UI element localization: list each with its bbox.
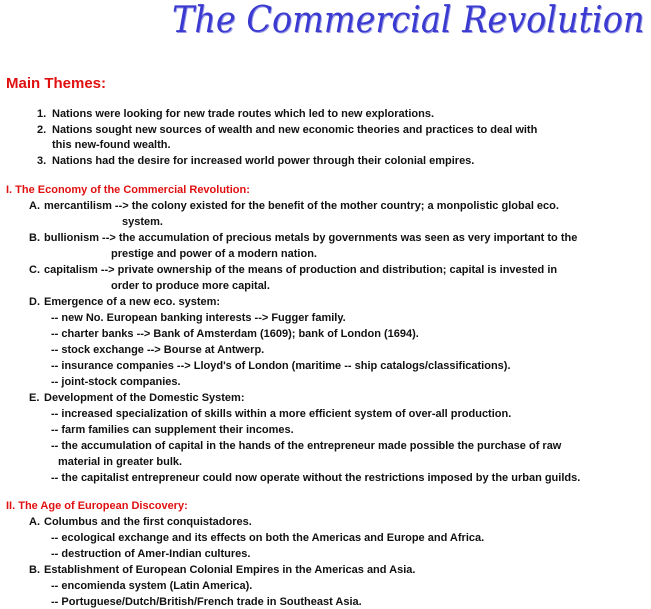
- theme-number: 3.: [37, 155, 47, 167]
- theme-text: Nations sought new sources of wealth and new economic theories and practices to deal with: [52, 124, 538, 136]
- item-letter: B.: [29, 564, 40, 576]
- section-heading: II. The Age of European Discovery:: [6, 500, 188, 512]
- item-text: capitalism --> private ownership of the means of production and distribution; capital is invested in: [44, 264, 558, 276]
- item-text: order to produce more capital.: [111, 280, 270, 292]
- section-heading: I. The Economy of the Commercial Revolution:: [6, 184, 250, 196]
- sub-item: -- ecological exchange and its effects on both the Americas and Europe and Africa.: [51, 532, 485, 544]
- sub-item: -- the accumulation of capital in the hands of the entrepreneur made possible the purchase of raw: [51, 440, 562, 452]
- item-letter: C.: [29, 264, 40, 276]
- sub-item: -- Portuguese/Dutch/British/French trade in Southeast Asia.: [51, 596, 362, 608]
- item-letter: D.: [29, 296, 40, 308]
- sub-item: -- encomienda system (Latin America).: [51, 580, 253, 592]
- item-text: Development of the Domestic System:: [44, 392, 245, 404]
- item-text: prestige and power of a modern nation.: [111, 248, 317, 260]
- theme-number: 2.: [37, 124, 47, 136]
- theme-text: Nations were looking for new trade routes which led to new explorations.: [52, 108, 435, 120]
- item-letter: E.: [29, 392, 40, 404]
- item-text: bullionism --> the accumulation of precious metals by governments was seen as very important to the: [44, 232, 578, 244]
- item-text: system.: [122, 216, 163, 228]
- sub-item: material in greater bulk.: [58, 456, 183, 468]
- sub-item: -- farm families can supplement their incomes.: [51, 424, 294, 436]
- item-text: Emergence of a new eco. system:: [44, 296, 221, 308]
- item-text: Columbus and the first conquistadores.: [44, 516, 252, 528]
- item-letter: A.: [29, 516, 40, 528]
- item-text: Establishment of European Colonial Empires in the Americas and Asia.: [44, 564, 416, 576]
- sub-item: -- stock exchange --> Bourse at Antwerp.: [51, 344, 265, 356]
- page-title: The Commercial Revolution: [172, 0, 645, 41]
- theme-number: 1.: [37, 108, 47, 120]
- theme-text: Nations had the desire for increased world power through their colonial empires.: [52, 155, 475, 167]
- sub-item: -- new No. European banking interests --> Fugger family.: [51, 312, 346, 324]
- theme-text: this new-found wealth.: [52, 139, 171, 151]
- sub-item: -- increased specialization of skills within a more efficient system of over-all production.: [51, 408, 512, 420]
- item-letter: B.: [29, 232, 40, 244]
- sub-item: -- charter banks --> Bank of Amsterdam (1609); bank of London (1694).: [51, 328, 419, 340]
- item-letter: A.: [29, 200, 40, 212]
- main-themes-heading: Main Themes:: [6, 75, 107, 92]
- sub-item: -- the capitalist entrepreneur could now operate without the restrictions imposed by the urban guilds.: [51, 472, 581, 484]
- sub-item: -- insurance companies --> Lloyd's of London (maritime -- ship catalogs/classifications).: [51, 360, 511, 372]
- sub-item: -- joint-stock companies.: [51, 376, 181, 388]
- item-text: mercantilism --> the colony existed for the benefit of the mother country; a monpolistic global eco.: [44, 200, 559, 212]
- sub-item: -- destruction of Amer-Indian cultures.: [51, 548, 251, 560]
